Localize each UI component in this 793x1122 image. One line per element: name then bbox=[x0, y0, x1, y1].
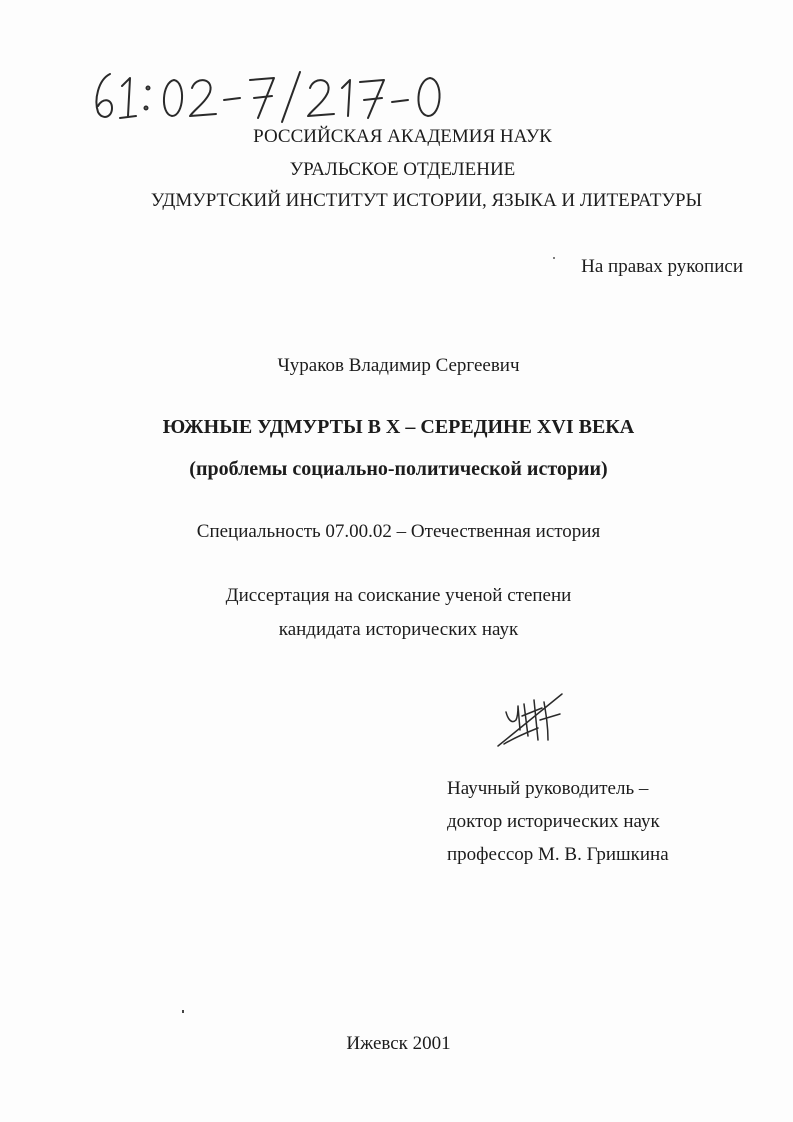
handwritten-archive-number bbox=[88, 66, 458, 126]
advisor-degree: доктор исторических наук bbox=[447, 811, 660, 832]
advisor-name: профессор М. В. Гришкина bbox=[447, 844, 669, 865]
author-name: Чураков Владимир Сергеевич bbox=[277, 355, 520, 376]
specialty-line: Специальность 07.00.02 – Отечественная история bbox=[196, 521, 601, 542]
scan-speck bbox=[182, 1010, 184, 1013]
place-year: Ижевск 2001 bbox=[346, 1033, 451, 1054]
advisor-role: Научный руководитель – bbox=[447, 778, 649, 799]
dissertation-subtitle: (проблемы социально-политической истории) bbox=[189, 458, 608, 480]
scan-speck bbox=[553, 257, 555, 259]
rights-note: На правах рукописи bbox=[581, 256, 743, 277]
degree-line-2: кандидата исторических наук bbox=[278, 619, 519, 640]
header-institute: УДМУРТСКИЙ ИНСТИТУТ ИСТОРИИ, ЯЗЫКА И ЛИТЕРАТУРЫ bbox=[150, 190, 703, 211]
handwritten-signature bbox=[494, 690, 574, 750]
degree-line-1: Диссертация на соискание ученой степени bbox=[225, 585, 572, 606]
header-branch: УРАЛЬСКОЕ ОТДЕЛЕНИЕ bbox=[289, 159, 516, 180]
dissertation-title: ЮЖНЫЕ УДМУРТЫ В X – СЕРЕДИНЕ XVI ВЕКА bbox=[162, 416, 635, 438]
header-academy: РОССИЙСКАЯ АКАДЕМИЯ НАУК bbox=[253, 126, 552, 147]
